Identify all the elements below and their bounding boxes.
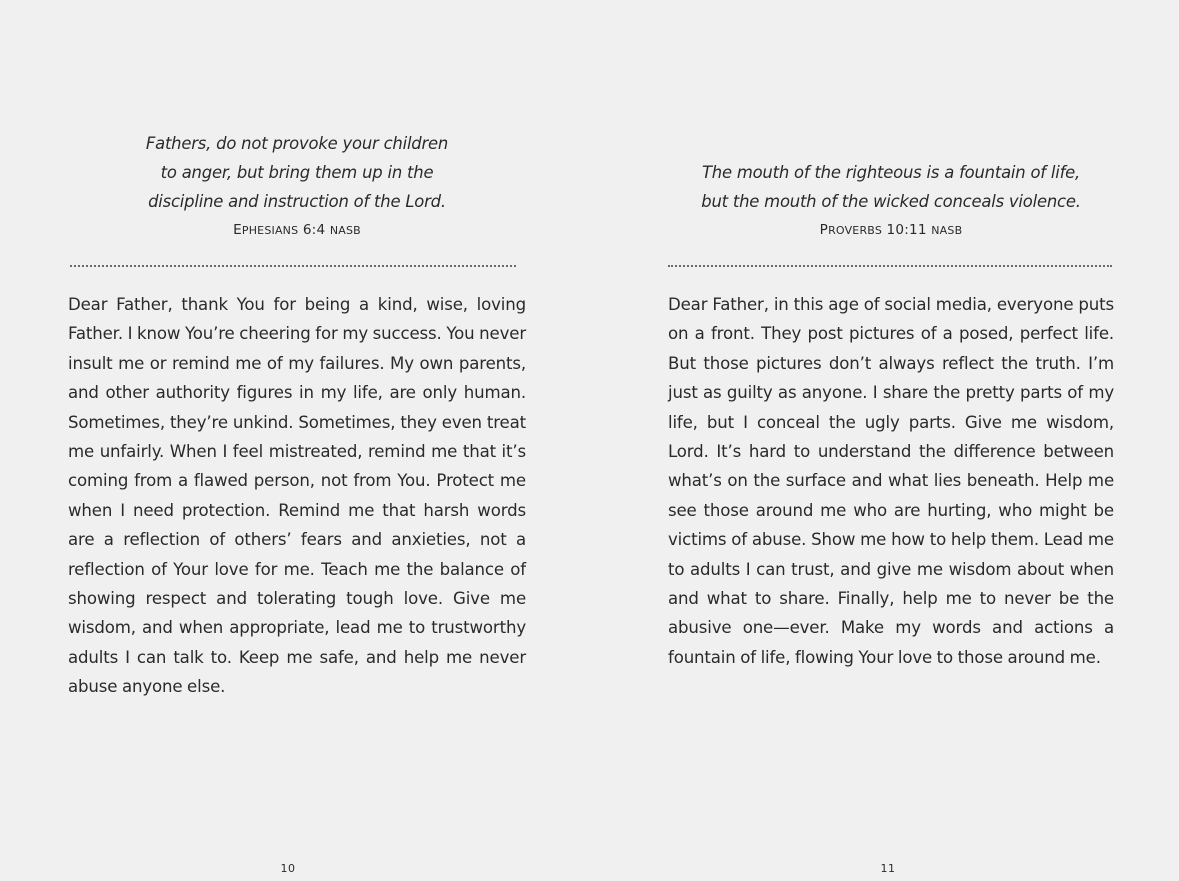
verse-line: discipline and instruction of the Lord. — [148, 192, 446, 211]
page-number: 10 — [280, 862, 296, 875]
verse-line: but the mouth of the wicked conceals violence. — [701, 192, 1081, 211]
verse-reference: EPHESIANS 6:4 NASB — [233, 222, 361, 238]
prayer-text: Dear Father, in this age of social media, everyone puts on a front. They post pictures of a posed, perfect life. But those pictures don’t always reflect the truth. I’m just as guilty as anyone. I share the pretty parts of my life, but I conceal the ugly parts. Give me wisdom, Lord. It’s hard to understand the difference between what’s on the surface and what lies beneath. Help me see those around me who are hurting, who might be victims of abuse. Show me how to help them. Lead me to adults I can trust, and give me wisdom about when and what to share. Finally, help me to never be the abusive one—ever. Make my words and actions a fountain of life, flowing Your love to those around me. — [668, 295, 1114, 667]
verse-line: to anger, but bring them up in the — [160, 163, 434, 182]
right-page — [668, 0, 1114, 881]
verse-line: The mouth of the righteous is a fountain of life, — [701, 163, 1081, 182]
scripture-verse — [68, 129, 526, 245]
page-number: 11 — [880, 862, 896, 875]
prayer-text: Dear Father, thank You for being a kind, wise, loving Father. I know You’re cheering for my success. You never insult me or remind me of my failures. My own parents, and other authority figures in my life, are only human. Sometimes, they’re unkind. Sometimes, they even treat me unfairly. When I feel mistreated, remind me that it’s coming from a flawed person, not from You. Protect me when I need protection. Remind me that harsh words are a reflection of others’ fears and anxieties, not a reflection of Your love for me. Teach me the balance of showing respect and tolerating tough love. Give me wisdom, and when appropriate, lead me to trustworthy adults I can talk to. Keep me safe, and help me never abuse anyone else. — [68, 295, 526, 697]
dotted-divider — [70, 265, 516, 267]
verse-line: Fathers, do not provoke your children — [145, 134, 449, 153]
left-page — [68, 0, 526, 881]
scripture-verse — [668, 158, 1114, 245]
verse-reference: PROVERBS 10:11 NASB — [819, 222, 963, 238]
dotted-divider — [668, 265, 1112, 267]
